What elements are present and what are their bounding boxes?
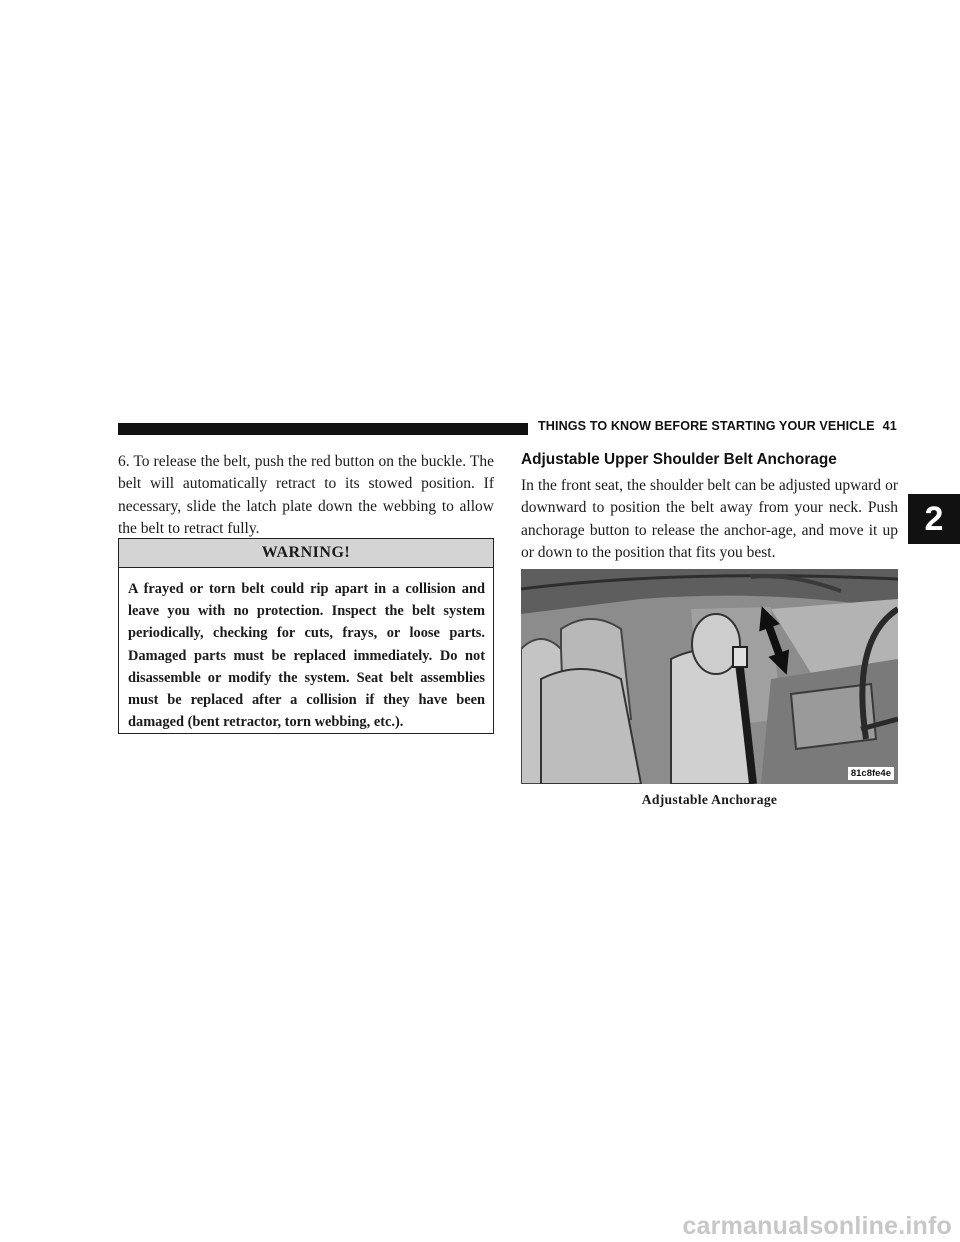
watermark: carmanualsonline.info <box>682 1212 952 1240</box>
header-section-title: THINGS TO KNOW BEFORE STARTING YOUR VEHICLE <box>538 419 875 433</box>
right-column <box>521 450 898 564</box>
left-column <box>118 451 494 540</box>
figure-caption: Adjustable Anchorage <box>641 792 778 807</box>
chapter-tab: 2 <box>908 494 960 544</box>
step-6-paragraph: 6. To release the belt, push the red button on the buckle. The belt will automatically retract to its stowed position. If necessary, slide the latch plate down the webbing to allow the belt to retract fully. <box>118 453 494 537</box>
figure-code: 81c8fe4e <box>848 767 894 780</box>
header-rule <box>118 423 528 435</box>
running-header <box>538 419 898 433</box>
warning-box <box>118 538 494 734</box>
page-number: 41 <box>882 419 897 433</box>
warning-title: WARNING! <box>119 539 493 568</box>
section-heading: Adjustable Upper Shoulder Belt Anchorage <box>521 451 837 468</box>
car-interior-drawing <box>521 569 898 784</box>
warning-text: A frayed or torn belt could rip apart in a collision and leave you with no protection. Inspect the belt system periodically, checking for cuts, frays, or loose parts. Damaged parts must be replaced immediately. Do not disassemble or modify the system. Seat belt assemblies must be replaced after a collision if they have been damaged (bent retractor, torn webbing, etc.). <box>128 581 485 731</box>
anchorage-illustration <box>521 569 898 784</box>
anchorage-paragraph: In the front seat, the shoulder belt can be adjusted upward or downward to position the belt away from your neck. Push anchorage button to release the anchor-age, and move it up or down to the position that fits you best. <box>521 477 898 561</box>
